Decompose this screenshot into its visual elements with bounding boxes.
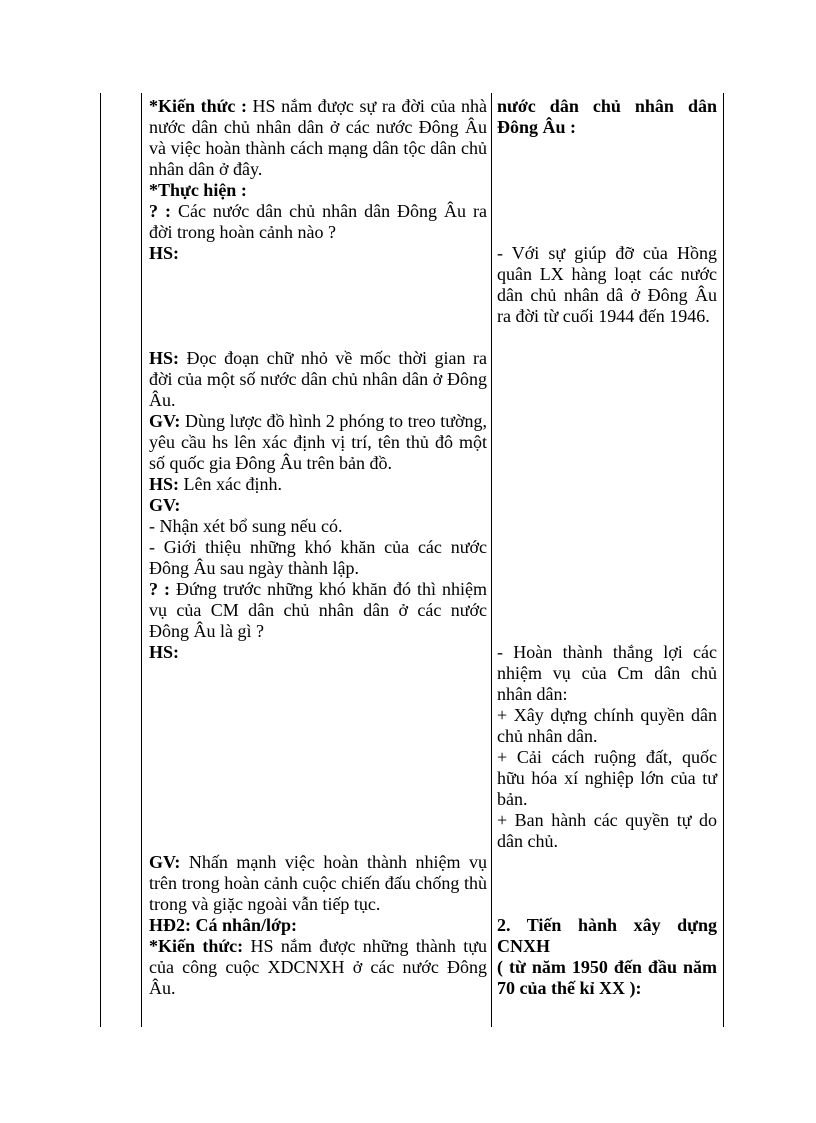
table-border-left (100, 93, 101, 1027)
hs-reading-paragraph (149, 348, 487, 411)
task-item-2: + Cải cách ruộng đất, quốc hữu hóa xí nghiệp lớn của tư bản. (497, 747, 717, 809)
content-column (497, 96, 717, 999)
table-border-col2 (491, 93, 492, 1027)
hs-locate-paragraph (149, 474, 487, 495)
gv-difficulty-line: - Giới thiệu những khó khăn của các nước Đông Âu sau ngày thành lập. (149, 537, 487, 578)
formation-paragraph: - Với sự giúp đỡ của Hồng quân LX hàng loạt các nước dân chủ nhân dâ ở Đông Âu ra đời từ cuối 1944 đến 1946. (497, 243, 717, 326)
question-paragraph-2 (149, 579, 487, 642)
hs-answer-label-1: HS: (149, 243, 180, 263)
gv-map-paragraph (149, 411, 487, 474)
hs-label: HS: (149, 474, 180, 494)
knowledge-paragraph-2 (149, 936, 487, 999)
tasks-paragraph: - Hoàn thành thắng lợi các nhiệm vụ của Cm dân chủ nhân dân: (497, 642, 717, 704)
question-paragraph-1 (149, 201, 487, 243)
knowledge-paragraph (149, 96, 487, 180)
hs-answer-label-2: HS: (149, 642, 180, 662)
gv-label: GV: (149, 852, 181, 872)
section-heading-2: 2. Tiến hành xây dựng CNXH (497, 915, 717, 956)
hs-reading-text: Đọc đoạn chữ nhỏ về mốc thời gian ra đời của một số nước dân chủ nhân dân ở Đông Âu. (149, 348, 487, 410)
spacer (149, 663, 487, 852)
question-label: ? : (149, 201, 171, 221)
knowledge-label: *Kiến thức: (149, 936, 244, 956)
knowledge-text: HS nắm được sự ra đời của nhà nước dân chủ nhân dân ở các nước Đông Âu và việc hoàn thành cách mạng dân tộc dân chủ nhân dân ở đây. (149, 96, 487, 179)
gv-label-2: GV: (149, 495, 181, 515)
table-border-right (723, 93, 724, 1027)
spacer (497, 852, 717, 915)
gv-comment-line: - Nhận xét bổ sung nếu có. (149, 516, 343, 536)
question-text: Đứng trước những khó khăn đó thì nhiệm vụ của CM dân chủ nhân dân ở các nước Đông Âu là gì ? (149, 579, 487, 641)
gv-emphasis-paragraph (149, 852, 487, 915)
task-item-3: + Ban hành các quyền tự do dân chủ. (497, 810, 717, 851)
gv-emphasis-text: Nhấn mạnh việc hoàn thành nhiệm vụ trên trong hoàn cảnh cuộc chiến đấu chống thù trong và giặc ngoài vẫn tiếp tục. (149, 852, 487, 914)
spacer (149, 264, 487, 348)
implementation-label: *Thực hiện : (149, 180, 247, 200)
table-border-col1 (141, 93, 142, 1027)
knowledge-label: *Kiến thức : (149, 96, 247, 116)
question-text: Các nước dân chủ nhân dân Đông Âu ra đời trong hoàn cảnh nào ? (149, 201, 488, 242)
hs-label: HS: (149, 348, 180, 368)
activity-2-label: HĐ2: Cá nhân/lớp: (149, 915, 297, 935)
task-item-1: + Xây dựng chính quyền dân chủ nhân dân. (497, 705, 717, 746)
activities-column (149, 96, 487, 999)
gv-map-text: Dùng lược đồ hình 2 phóng to treo tường, yêu cầu hs lên xác định vị trí, tên thủ đô một số quốc gia Đông Âu trên bản đồ. (149, 411, 487, 473)
section-heading-1: nước dân chủ nhân dân Đông Âu : (497, 96, 717, 137)
knowledge-text: HS nắm được những thành tựu của công cuộc XDCNXH ở các nước Đông Âu. (149, 936, 487, 998)
spacer (497, 138, 717, 243)
gv-label: GV: (149, 411, 181, 431)
spacer (497, 327, 717, 642)
hs-locate-text: Lên xác định. (179, 474, 282, 494)
section-period: ( từ năm 1950 đến đầu năm 70 của thế kỉ XX ): (497, 957, 717, 998)
question-label: ? : (149, 579, 171, 599)
